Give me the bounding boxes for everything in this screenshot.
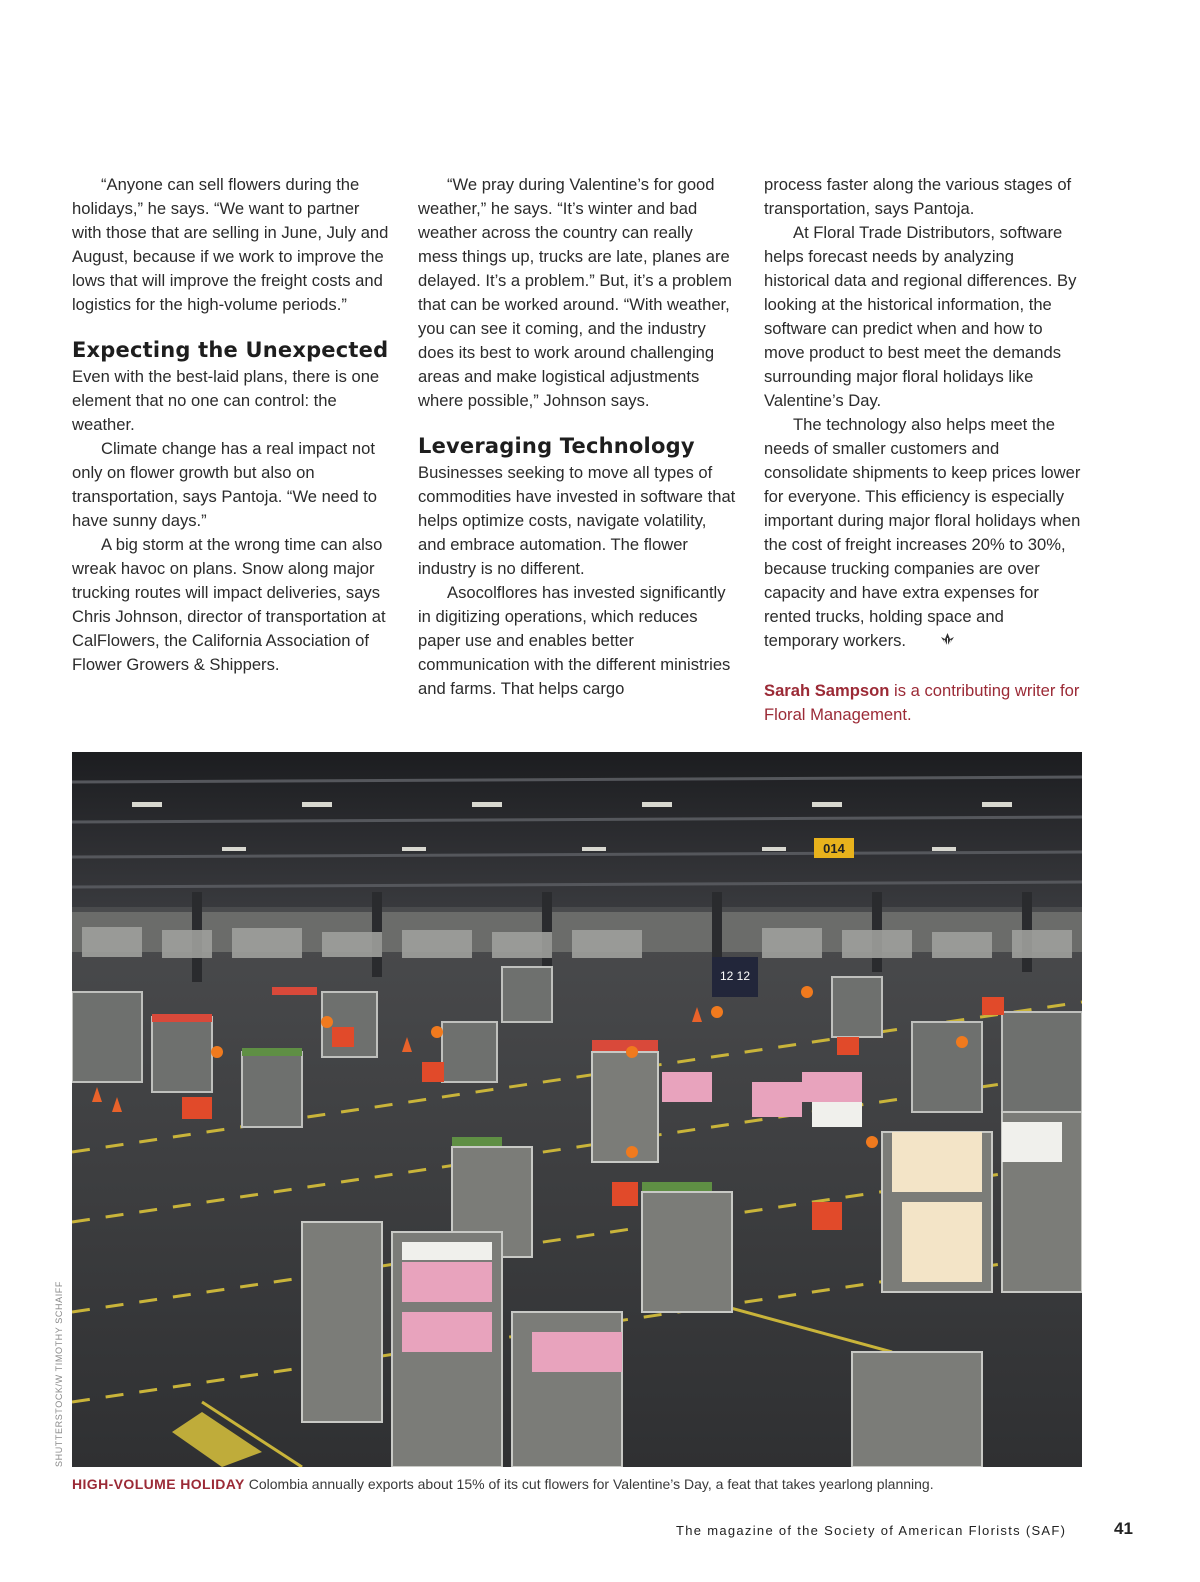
article-column-2 [418, 173, 736, 701]
paragraph: Asocolflores has invested significantly in digitizing operations, which reduces paper use and enables better communication with the different ministries and farms. That helps cargo [418, 583, 731, 698]
footer-tagline: The magazine of the Society of American Florists (SAF) [676, 1523, 1067, 1538]
paragraph-text: The technology also helps meet the needs of smaller customers and consolidate shipments to keep prices lower for everyone. This efficiency is especially important during major floral holidays when the cost of freight increases 20% to 30%, because trucking companies are over capacity and have extra expenses for rented trucks, holding space and temporary workers. [764, 415, 1081, 650]
pillar-sign: 12 12 [719, 969, 751, 983]
paragraph: process faster along the various stages of transportation, says Pantoja. [764, 175, 1072, 218]
paragraph: Even with the best-laid plans, there is one element that no one can control: the weather. [72, 367, 380, 434]
section-heading-expecting: Expecting the Unexpected [72, 338, 389, 362]
caption-text: Colombia annually exports about 15% of its cut flowers for Valentine’s Day, a feat that takes yearlong planning. [248, 1476, 934, 1492]
paragraph: A big storm at the wrong time can also wreak havoc on plans. Snow along major trucking routes will impact deliveries, says Chris Johnson, director of transportation at CalFlowers, the California Association of Flower Growers & Shippers. [72, 535, 386, 674]
article-column-1 [72, 173, 390, 677]
aisle-sign: 014 [823, 841, 845, 856]
paragraph: “Anyone can sell flowers during the holidays,” he says. “We want to partner with those that are selling in June, July and August, because if we work to improve the lows that will improve the freight costs and logistics for the high-volume periods.” [72, 175, 389, 314]
author-bio-text: is a contributing writer for Floral Management. [764, 681, 1080, 724]
paragraph: Businesses seeking to move all types of commodities have invested in software that helps optimize costs, navigate volatility, and embrace automation. The flower industry is no different. [418, 463, 736, 578]
caption-lead: HIGH-VOLUME HOLIDAY [72, 1476, 245, 1492]
author-name: Sarah Sampson [764, 681, 890, 700]
paragraph-final [764, 413, 1082, 655]
paragraph: Climate change has a real impact not only on flower growth but also on transportation, says Pantoja. “We need to have sunny days.” [72, 439, 378, 530]
photo-credit: SHUTTERSTOCK/W TIMOTHY SCHAIFF [54, 1280, 64, 1467]
warehouse-photo [72, 752, 1082, 1467]
paragraph: “We pray during Valentine’s for good weather,” he says. “It’s winter and bad weather across the country can really mess things up, trucks are late, planes are delayed. It’s a problem.” But, it’s a problem that can be worked around. “With weather, you can see it coming, and the industry does its best to work around challenging areas and make logistical adjustments where possible,” Johnson says. [418, 175, 732, 410]
section-heading-leveraging: Leveraging Technology [418, 434, 695, 458]
article-column-3 [764, 173, 1082, 727]
page-number: 41 [1114, 1519, 1133, 1538]
author-bio [764, 679, 1082, 727]
saf-logo-icon [910, 631, 956, 655]
warehouse-illustration [72, 752, 1082, 1467]
photo-caption [72, 1474, 1132, 1494]
paragraph: At Floral Trade Distributors, software helps forecast needs by analyzing historical data and regional differences. By looking at the historical information, the software can predict when and how to move product to best meet the demands surrounding major floral holidays like Valentine’s Day. [764, 223, 1077, 410]
